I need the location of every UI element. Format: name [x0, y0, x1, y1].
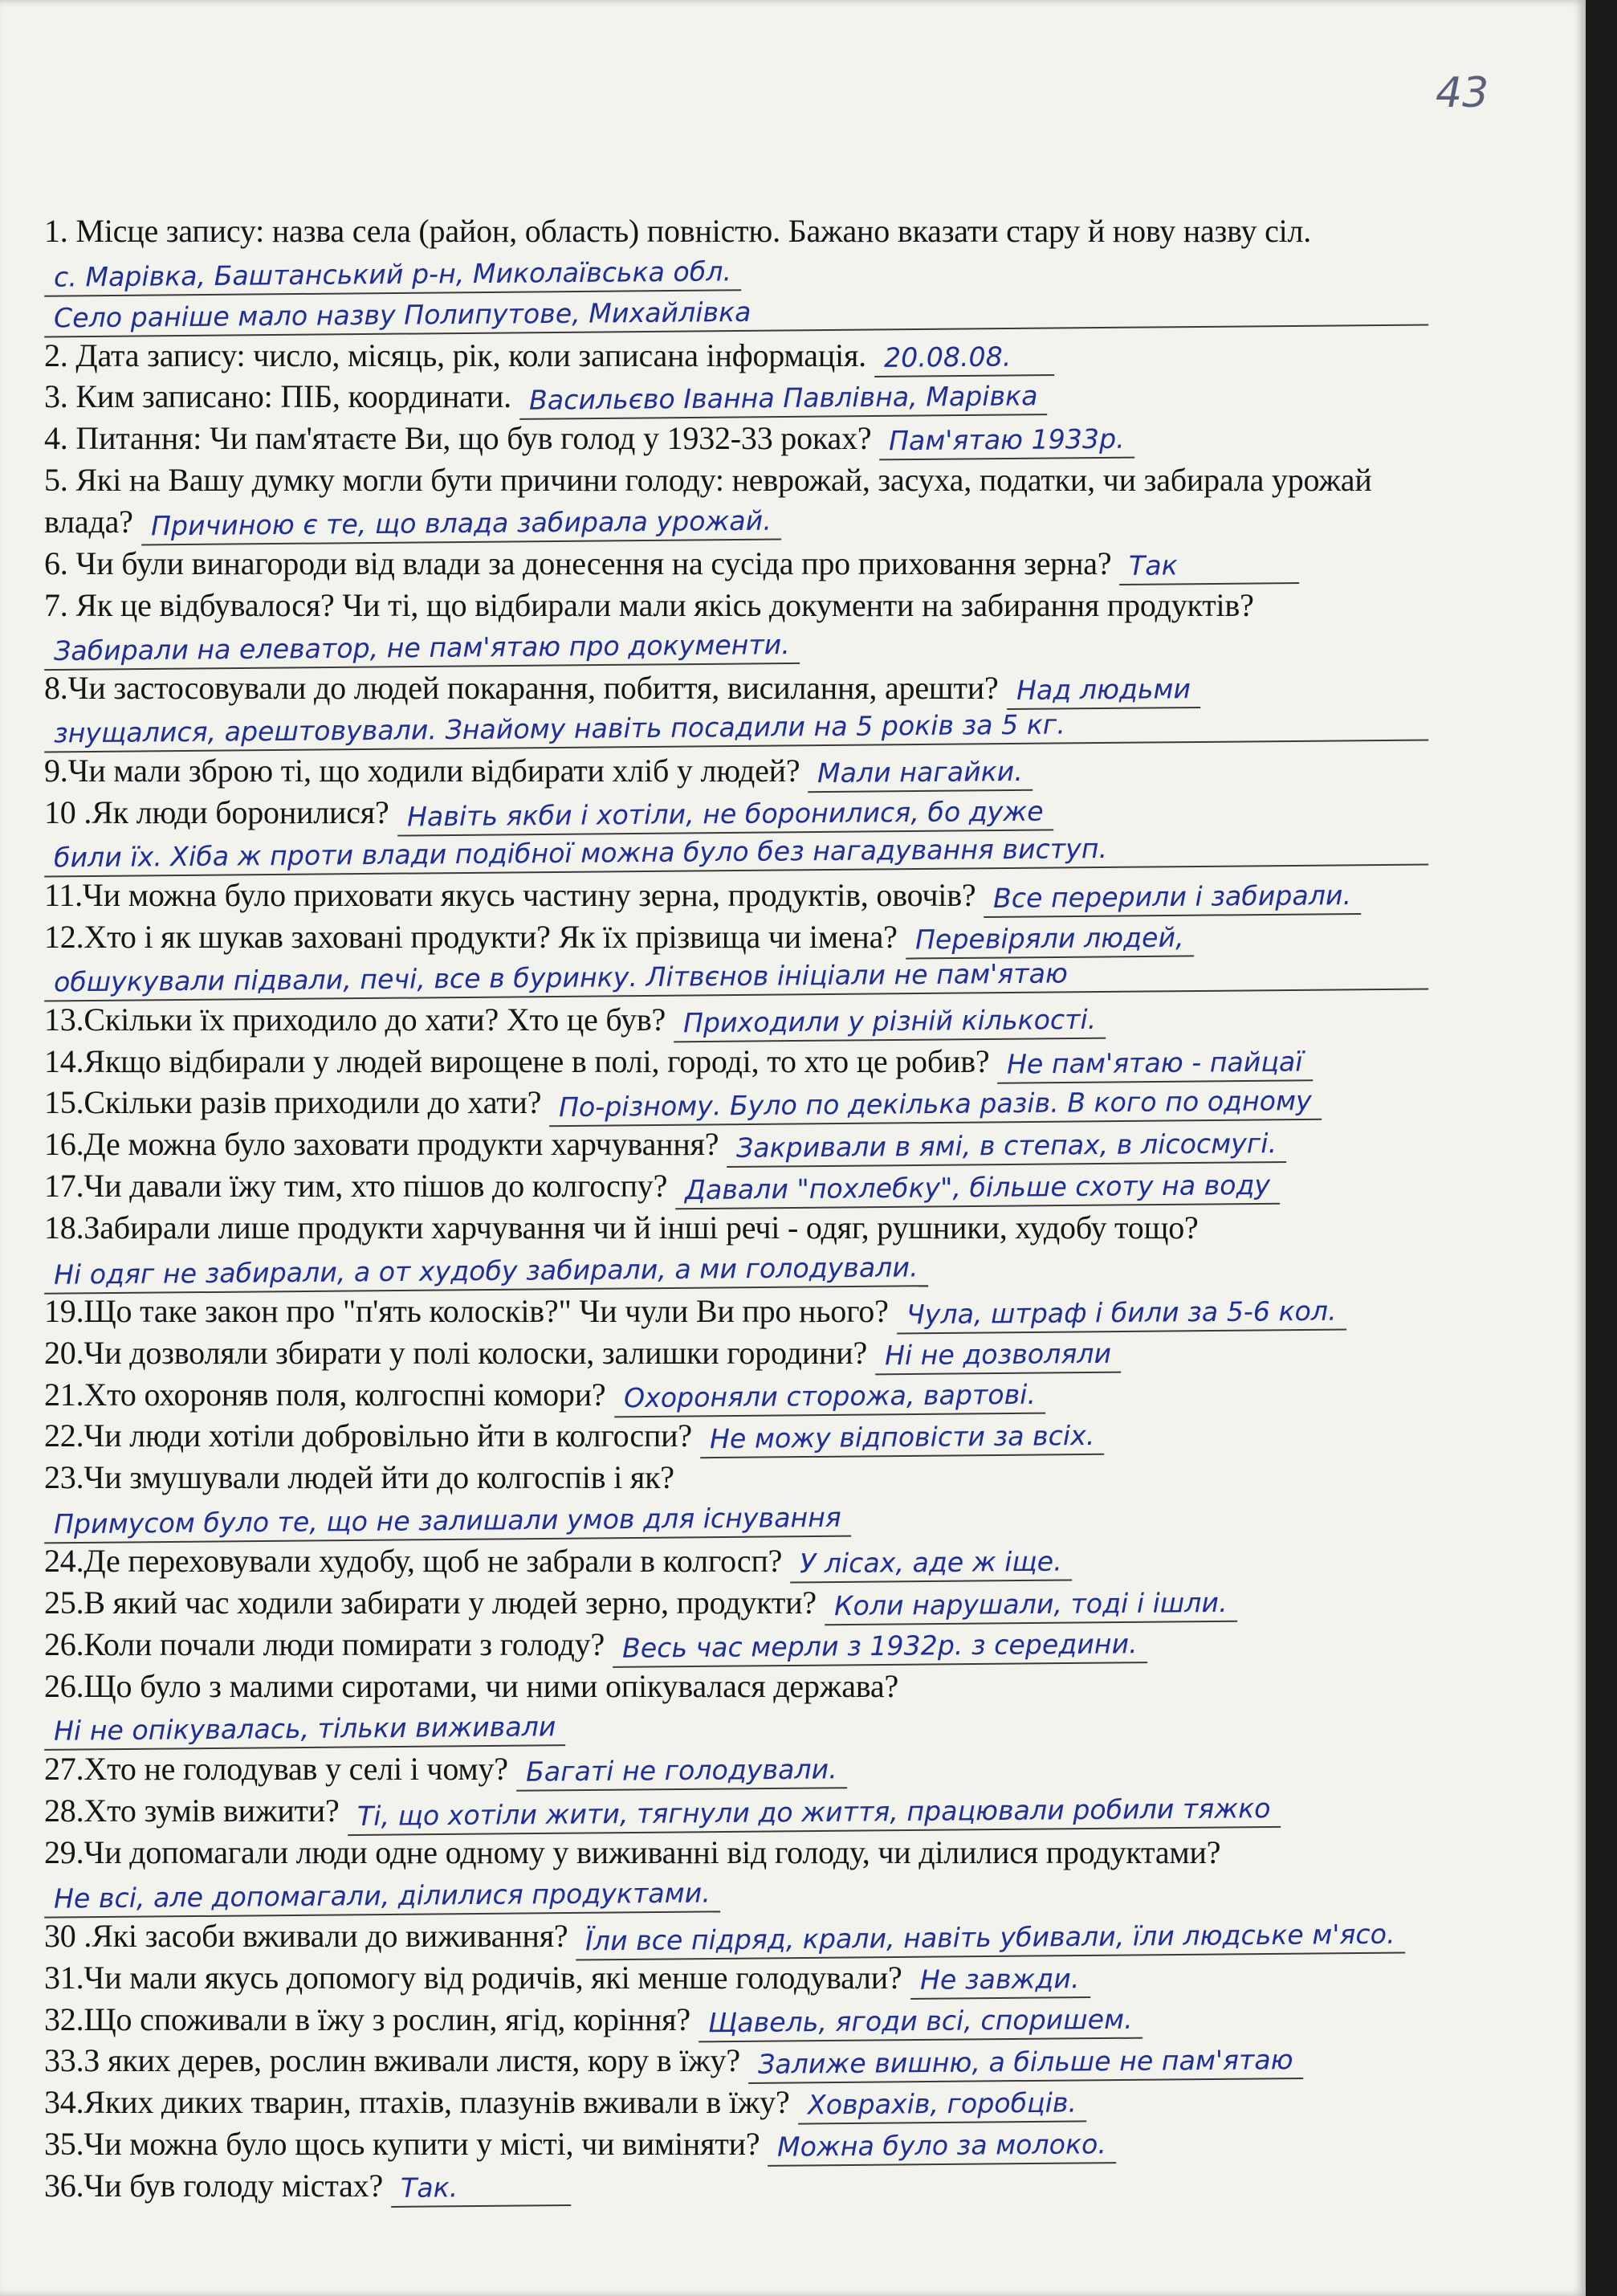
- question-item: [44, 2040, 1425, 2082]
- question-text: 21.Хто охороняв поля, колгоспні комори?: [44, 1376, 606, 1413]
- question-item: [44, 1957, 1425, 1999]
- handwritten-answer: Чула, штраф і били за 5-6 кол.: [896, 1294, 1346, 1334]
- handwritten-answer-continuation: обшукували підвали, печі, все в буринку. Літвєнов ініціали не пам'ятаю: [44, 953, 1428, 1001]
- question-text: 27.Хто не голодував у селі і чому?: [44, 1751, 508, 1788]
- handwritten-answer: Мали нагайки.: [808, 755, 1033, 793]
- handwritten-answer: Так.: [391, 2170, 571, 2208]
- question-text: 19.Що таке закон про "п'ять колосків?" Чи чули Ви про нього?: [44, 1292, 889, 1329]
- question-item: [44, 750, 1425, 792]
- handwritten-answer: Ховрахів, горобців.: [797, 2086, 1085, 2125]
- question-item: [44, 1124, 1425, 1165]
- handwritten-answer: У лісах, аде ж іще.: [790, 1544, 1072, 1583]
- question-item: [44, 1832, 1425, 1915]
- handwritten-answer: Васильєво Іванна Павлівна, Марівка: [519, 380, 1048, 421]
- question-text: 36.Чи був голоду містах?: [44, 2168, 384, 2204]
- question-text: 15.Скільки разів приходили до хати?: [44, 1084, 542, 1121]
- question-item: [44, 335, 1425, 377]
- question-text: 13.Скільки їх приходило до хати? Хто це був?: [44, 1001, 666, 1038]
- question-text: 5. Які на Вашу думку могли бути причини голоду: неврожай, засуха, податки, чи забирала урожай влада?: [44, 462, 1372, 540]
- question-item: [44, 1332, 1425, 1374]
- handwritten-answer: Навіть якби і хотіли, не боронилися, бо дуже: [397, 795, 1053, 837]
- handwritten-answer-continuation: знущалися, арештовували. Знайому навіть посадили на 5 років за 5 кг.: [44, 705, 1428, 753]
- question-text: 4. Питання: Чи пам'ятаєте Ви, що був голод у 1932-33 роках?: [44, 420, 872, 457]
- handwritten-answer: с. Марівка, Баштанський р-н, Миколаївська обл.: [44, 255, 741, 296]
- question-text: 35.Чи можна було щось купити у місті, чи виміняти?: [44, 2126, 760, 2163]
- question-item: [44, 875, 1425, 916]
- handwritten-answer: Ні одяг не забирали, а от худобу забирали, а ми голодували.: [44, 1250, 928, 1295]
- question-item: [44, 1207, 1425, 1291]
- question-text: 25.В який час ходили забирати у людей зерно, продукти?: [44, 1584, 817, 1621]
- question-text: 3. Ким записано: ПІБ, координати.: [44, 378, 511, 415]
- question-item: [44, 1748, 1425, 1790]
- question-item: [44, 418, 1425, 459]
- question-text: 16.Де можна було заховати продукти харчування?: [44, 1126, 719, 1163]
- handwritten-answer-continuation: Село раніше мало назву Полипутове, Михайлівка: [44, 289, 1428, 337]
- question-item: [44, 1666, 1425, 1749]
- question-text: 1. Місце запису: назва села (район, область) повністю. Бажано вказати стару й нову назву сіл.: [44, 213, 1312, 249]
- question-item: [44, 1999, 1425, 2041]
- question-text: 20.Чи дозволяли збирати у полі колоски, залишки городини?: [44, 1334, 868, 1371]
- question-item: [44, 1374, 1425, 1416]
- question-text: 22.Чи люди хотіли добровільно йти в колгоспи?: [44, 1417, 692, 1454]
- handwritten-answer: Не завжди.: [910, 1962, 1090, 2000]
- handwritten-answer: Приходили у різній кількості.: [674, 1002, 1106, 1042]
- question-item: [44, 999, 1425, 1041]
- question-text: 26.Коли почали люди помирати з голоду?: [44, 1625, 605, 1662]
- question-item: [44, 459, 1425, 543]
- question-item: [44, 376, 1425, 418]
- handwritten-answer: Не пам'ятаю - пайцаї: [997, 1045, 1313, 1083]
- question-text: 8.Чи застосовували до людей покарання, побиття, висилання, арешти?: [44, 670, 999, 707]
- handwritten-answer: Ні не опікувалась, тільки виживали: [44, 1711, 566, 1752]
- question-text: 34.Яких диких тварин, птахів, плазунів вживали в їжу?: [44, 2084, 790, 2121]
- question-text: 2. Дата запису: число, місяць, рік, коли записана інформація.: [44, 336, 866, 373]
- handwritten-answer: Багаті не голодували.: [516, 1753, 847, 1792]
- questionnaire: [44, 210, 1425, 2207]
- question-text: 11.Чи можна було приховати якусь частину зерна, продуктів, овочів?: [44, 876, 976, 913]
- handwritten-answer: Перевіряли людей,: [905, 920, 1193, 959]
- question-text: 31.Чи мали якусь допомогу від родичів, які менше голодували?: [44, 1959, 902, 1996]
- handwritten-answer: Залиже вишню, а більше не пам'ятаю: [748, 2043, 1303, 2084]
- question-item: [44, 916, 1425, 996]
- question-item: [44, 1041, 1425, 1083]
- handwritten-answer-continuation: били їх. Хіба ж проти влади подібної можна було без нагадування виступ.: [44, 829, 1428, 877]
- question-text: 30 .Які засоби вживали до виживання?: [44, 1917, 568, 1954]
- question-item: [44, 1165, 1425, 1207]
- question-text: 33.З яких дерев, рослин вживали листя, кору в їжу?: [44, 2042, 740, 2079]
- question-text: 14.Якщо відбирали у людей вирощене в полі, городі, то хто це робив?: [44, 1042, 990, 1079]
- question-text: 29.Чи допомагали люди одне одному у виживанні від голоду, чи ділилися продуктами?: [44, 1834, 1221, 1871]
- question-text: 10 .Як люди боронилися?: [44, 794, 389, 831]
- question-text: 23.Чи змушували людей йти до колгоспів і як?: [44, 1459, 674, 1496]
- handwritten-answer: Їли все підряд, крали, навіть убивали, їли людське м'ясо.: [576, 1917, 1405, 1960]
- question-text: 32.Що споживали в їжу з рослин, ягід, коріння?: [44, 2000, 690, 2037]
- question-item: [44, 2165, 1425, 2207]
- handwritten-answer: Примусом було те, що не залишали умов для існування: [44, 1501, 851, 1544]
- handwritten-answer: Причиною є те, що влада забирала урожай.: [141, 504, 781, 545]
- question-item: [44, 1582, 1425, 1624]
- question-item: [44, 1624, 1425, 1666]
- question-item: [44, 1082, 1425, 1124]
- page-number: 43: [1436, 69, 1489, 117]
- handwritten-answer: Над людьми: [1006, 672, 1200, 710]
- handwritten-answer: Не всі, але допомагали, ділилися продуктами.: [44, 1876, 720, 1918]
- handwritten-answer: Ні не дозволяли: [875, 1336, 1122, 1375]
- question-text: 18.Забирали лише продукти харчування чи й інші речі - одяг, рушники, худобу тощо?: [44, 1209, 1199, 1246]
- handwritten-answer: Охороняли сторожа, вартові.: [613, 1377, 1045, 1417]
- question-text: 24.Де переховували худобу, щоб не забрали в колгосп?: [44, 1542, 783, 1579]
- handwritten-answer: По-різному. Було по декілька разів. В кого по одному: [549, 1084, 1322, 1127]
- handwritten-answer: Весь час мерли з 1932р. з середини.: [613, 1627, 1147, 1668]
- question-text: 12.Хто і як шукав заховані продукти? Як їх прізвища чи імена?: [44, 918, 898, 955]
- question-item: [44, 1540, 1425, 1582]
- handwritten-answer: 20.08.08.: [874, 340, 1054, 377]
- question-item: [44, 1415, 1425, 1457]
- question-item: [44, 585, 1425, 668]
- question-item: [44, 1291, 1425, 1332]
- question-item: [44, 1915, 1425, 1957]
- handwritten-answer: Щавель, ягоди всі, споришем.: [699, 2002, 1142, 2042]
- handwritten-answer: Так: [1119, 548, 1299, 585]
- handwritten-answer: Ті, що хотіли жити, тягнули до життя, працювали робили тяжко: [347, 1792, 1280, 1836]
- handwritten-answer: Давали "похлебку", більше схоту на воду: [675, 1168, 1280, 1209]
- handwritten-answer: Можна було за молоко.: [768, 2127, 1116, 2167]
- question-text: 7. Як це відбувалося? Чи ті, що відбирали мали якісь документи на забирання продуктів?: [44, 586, 1254, 623]
- question-item: [44, 543, 1425, 585]
- handwritten-answer: Не можу відповісти за всіх.: [700, 1419, 1105, 1458]
- question-text: 9.Чи мали зброю ті, що ходили відбирати хліб у людей?: [44, 752, 800, 789]
- question-item: [44, 667, 1425, 747]
- question-item: [44, 1790, 1425, 1832]
- question-item: [44, 2082, 1425, 2123]
- question-item: [44, 1457, 1425, 1540]
- handwritten-answer: Закривали в ямі, в степах, в лісосмугі.: [727, 1127, 1286, 1168]
- question-text: 26.Що було з малими сиротами, чи ними опікувалася держава?: [44, 1667, 899, 1704]
- question-item: [44, 210, 1425, 332]
- question-item: [44, 2123, 1425, 2165]
- question-text: 6. Чи були винагороди від влади за донесення на сусіда про приховання зерна?: [44, 544, 1112, 581]
- handwritten-answer: Все перерили і забирали.: [984, 879, 1361, 918]
- handwritten-answer: Пам'ятаю 1933р.: [879, 422, 1134, 461]
- question-text: 28.Хто зумів вижити?: [44, 1792, 340, 1829]
- handwritten-answer: Коли нарушали, тоді і ішли.: [825, 1586, 1237, 1625]
- question-text: 17.Чи давали їжу тим, хто пішов до колгоспу?: [44, 1168, 668, 1205]
- question-item: [44, 792, 1425, 874]
- handwritten-answer: Забирали на елеватор, не пам'ятаю про документи.: [44, 628, 800, 671]
